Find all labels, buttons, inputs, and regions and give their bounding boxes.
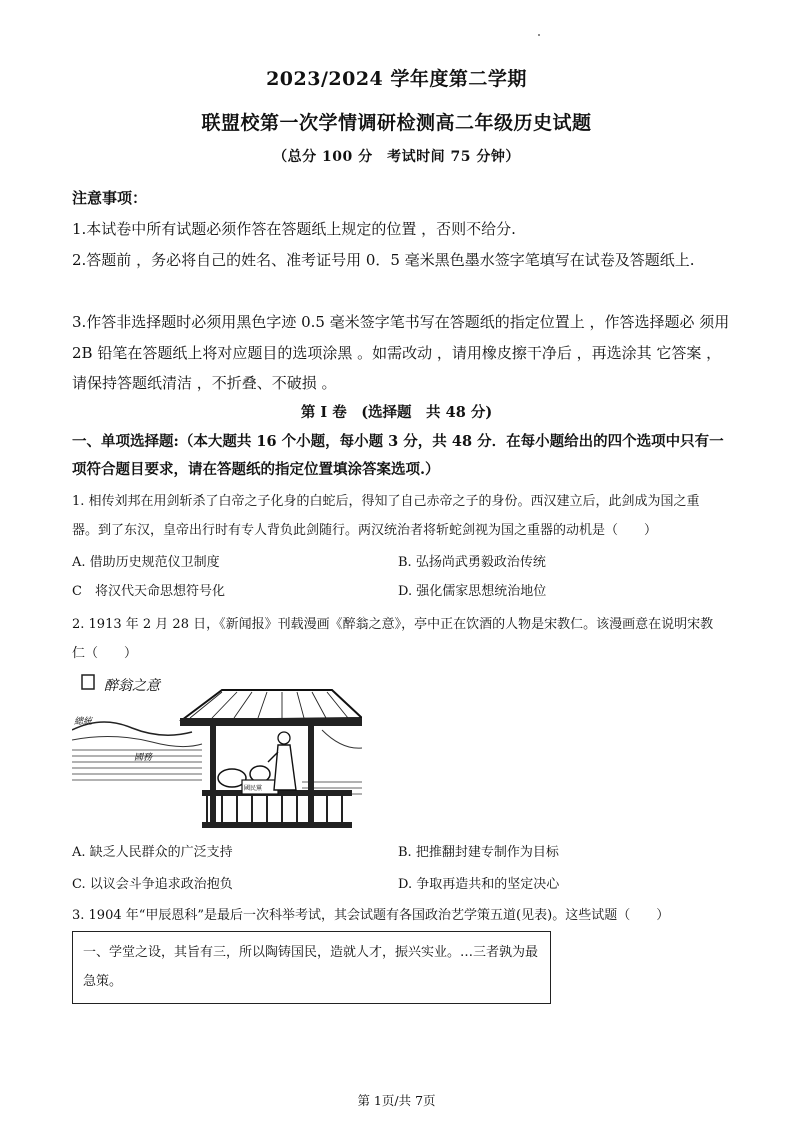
cartoon-title: 醉翁之意: [104, 678, 160, 694]
section-heading: 第 I 卷 (选择题 共 48 分): [300, 404, 493, 421]
cartoon-label-state: 國務: [134, 753, 153, 763]
exam-main-title: 联盟校第一次学情调研检测高二年级历史试题: [201, 112, 592, 134]
question-3-source-box: 一、学堂之设，其旨有三，所以陶铸国民，造就人才，振兴实业。…三者孰为最急策。: [72, 931, 551, 1004]
cartoon-label-president: 總統: [74, 717, 93, 727]
page-number: 第 1页/共 7页: [357, 1093, 436, 1108]
notice-item-2: 2.答题前 ，务必将自己的姓名、准考证号用 0．5 毫米黑色墨水签字笔填写在试卷及答题纸上.: [72, 251, 695, 269]
question-2-option-b: B. 把推翻封建专制作为目标: [398, 845, 559, 860]
question-2-option-d: D. 争取再造共和的坚定决心: [398, 877, 560, 892]
exam-subtitle: （总分 100 分 考试时间 75 分钟）: [273, 149, 520, 165]
notice-heading: 注意事项：: [72, 189, 148, 207]
cartoon-drunkard-pavilion: [72, 670, 362, 832]
exam-term-title: 2023/2024 学年度第二学期: [266, 68, 527, 90]
question-1-option-b: B. 弘扬尚武勇毅政治传统: [398, 555, 546, 570]
cartoon-label-party: 國民黨: [244, 785, 263, 792]
scan-speck: [538, 34, 540, 36]
question-2-option-a: A. 缺乏人民群众的广泛支持: [72, 845, 233, 860]
question-2-stem: 2. 1913 年 2 月 28 日，《新闻报》刊载漫画《醉翁之意》，亭中正在饮酒的人物是宋教仁。该漫画意在说明宋教仁（ ）: [72, 617, 714, 661]
part-instructions: 一、单项选择题:（本大题共 16 个小题，每小题 3 分，共 48 分．在每小题给出的四个选项中只有一项符合题目要求，请在答题纸的指定位置填涂答案选项.）: [72, 433, 724, 478]
question-2-option-c: C. 以议会斗争追求政治抱负: [72, 877, 233, 892]
question-3-stem: 3. 1904 年“甲辰恩科”是最后一次科举考试，其会试题有各国政治艺学策五道(见表)。这些试题（ ）: [72, 908, 670, 923]
notice-item-3: 3.作答非选择题时必须用黑色字迹 0.5 毫米签字笔书写在答题纸的指定位置上 ，作答选择题必 须用 2B 铅笔在答题纸上将对应题目的选项涂黑 。如需改动 ，请用橡皮擦干净后 ，再选涂其 它答案 ，请保持答题纸清洁 ，不折叠、不破损 。: [72, 313, 730, 392]
notice-item-1: 1.本试卷中所有试题必须作答在答题纸上规定的位置 ，否则不给分.: [72, 220, 516, 238]
question-1-option-c: C 将汉代天命思想符号化: [72, 584, 225, 599]
question-1-stem: 1. 相传刘邦在用剑斩杀了白帝之子化身的白蛇后，得知了自己赤帝之子的身份。西汉建立后，此剑成为国之重器。到了东汉，皇帝出行时有专人背负此剑随行。两汉统治者将斩蛇剑视为国之重器的动机是（ ）: [72, 494, 700, 538]
question-1-option-a: A. 借助历史规范仪卫制度: [72, 555, 220, 570]
question-1-option-d: D. 强化儒家思想统治地位: [398, 584, 547, 599]
